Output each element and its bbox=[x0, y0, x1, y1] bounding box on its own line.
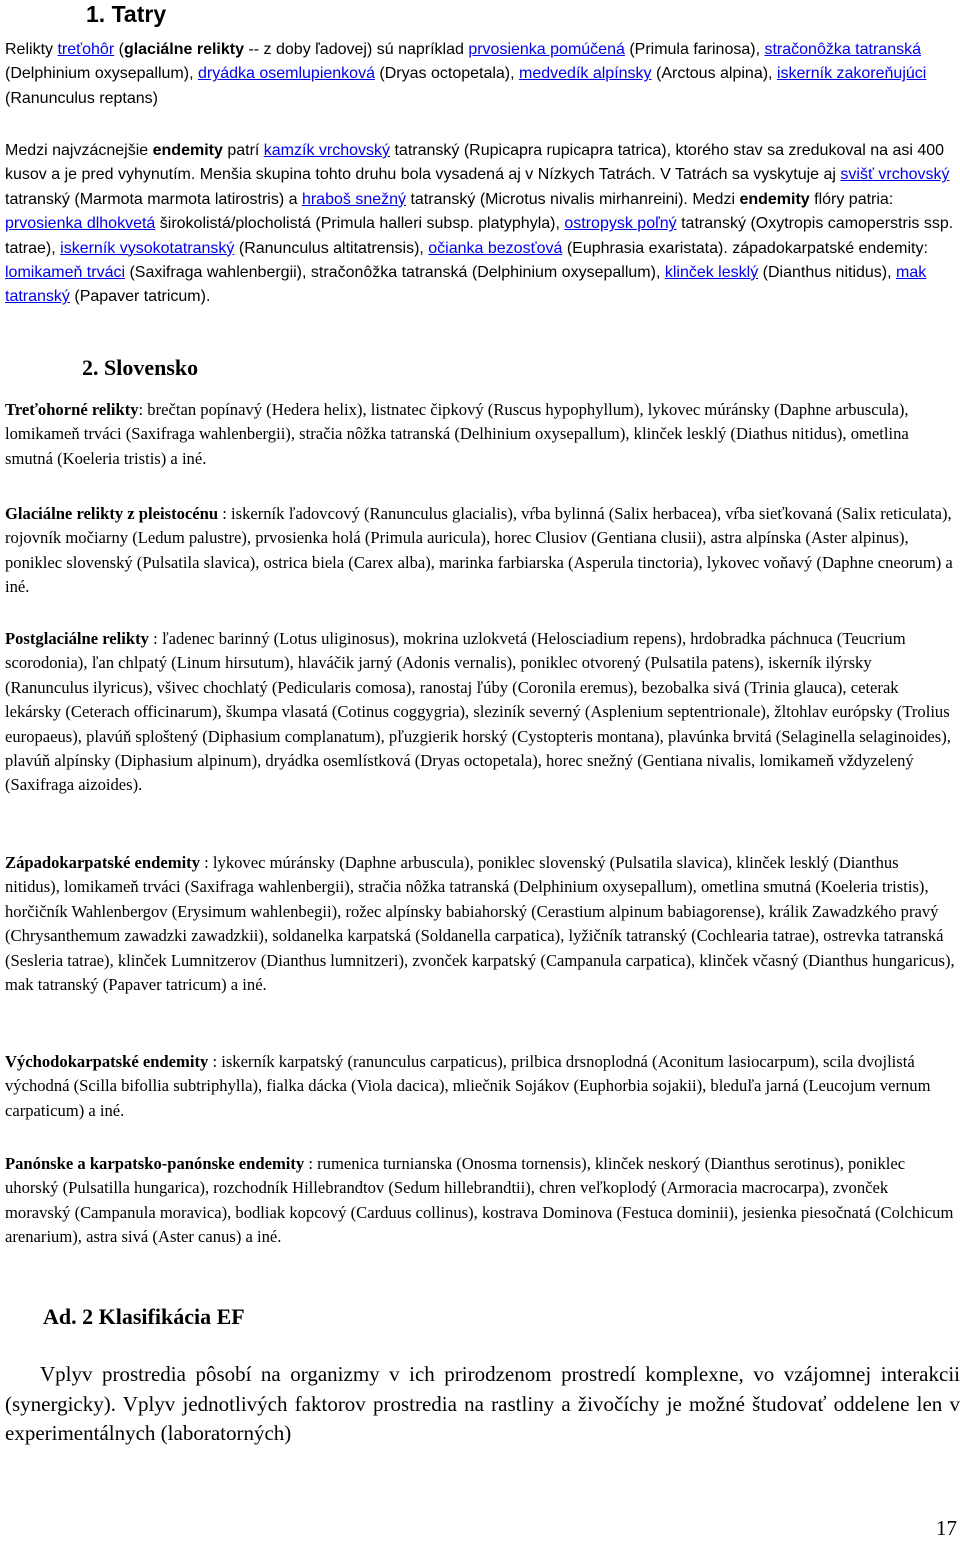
link-dryadka[interactable]: dryádka osemlupienková bbox=[197, 65, 375, 83]
link-prvosienka-dlhokveta[interactable]: prvosienka dlhokvetá bbox=[5, 215, 156, 233]
link-lomikamen[interactable]: lomikameň trváci bbox=[5, 264, 126, 282]
paragraph-vplyv-prostredia: Vplyv prostredia pôsobí na organizmy v ich prirodzenom prostredí komplexne, vo vzájomnej interakcii (synergicky). Vplyv jednotlivých faktorov prostredia na rastliny a živočíchy je možné študovať oddelene len v experimentálnych (laboratorných) bbox=[5, 1362, 960, 1445]
paragraph-tretohorne-relikty: Treťohorné relikty: brečtan popínavý (Hedera helix), listnatec čipkový (Ruscus hypophyllum), lykovec múránsky (Daphne arbuscula), lomikameň trváci (Saxifraga wahlenbergii), stračia nôžka tatranská (Delhinium oxysepallum), klinček lesklý (Diathus nitidus), ometlina smutná (Koeleria tristis) a iné. bbox=[5, 400, 909, 468]
paragraph-relikty: Relikty treťohôr (glaciálne relikty -- z doby ľadovej) sú napríklad prvosienka pomúčená (Primula farinosa), stračonôžka tatranská (Delphinium oxysepallum), dryádka osemlupienková (Dryas octopetala), medvedík alpínsky (Arctous alpina), iskerník zakoreňujúci (Ranunculus reptans) bbox=[5, 41, 927, 107]
bold-glacialne-relikty: glaciálne relikty bbox=[123, 41, 244, 58]
link-medvedik[interactable]: medvedík alpínsky bbox=[519, 65, 652, 83]
link-hrabos[interactable]: hraboš snežný bbox=[301, 190, 407, 208]
link-prvosienka-pomucena[interactable]: prvosienka pomúčená bbox=[468, 41, 625, 58]
paragraph-zapadokarpatske-endemity: Západokarpatské endemity : lykovec múránsky (Daphne arbuscula), poniklec slovenský (Pulsatila slavica), klinček lesklý (Dianthus nitidus), lomikameň trváci (Saxifraga wahlenbergii), stračia nôžka tatranská (Delphinium oxysepallum), ometlina smutná (Koeleria tristis), horčičník Wahlenbergov (Erysimum wahlenbegii), rožec alpínsky babiahorský (Cerastium alpinum babiagorense), králik Zawadzkého pravý (Chrysanthemum zawadzki zawadzkii), soldanelka karpatská (Soldanella carpatica), lyžičník tatranský (Cochlearia tatrae), ostrevka tatranská (Sesleria tatrae), klinček Lumnitzerov (Dianthus lumnitzeri), zvonček karpatský (Campanula carpatica), klinček včasný (Dianthus hungaricus), mak tatranský (Papaver tatricum) a iné. bbox=[5, 853, 955, 995]
paragraph-endemity-tatry: Medzi najvzácnejšie endemity patrí kamzík vrchovský tatranský (Rupicapra rupicapra tatrica), ktorého stav sa zredukoval na asi 400 kusov a je pred vyhynutím. Menšia skupina tohto druhu bola vysadená aj v Nízkych Tatrách. V Tatrách sa vyskytuje aj svišť vrchovský tatranský (Marmota marmota latirostris) a hraboš snežný tatranský (Microtus nivalis mirhanreini). Medzi endemity flóry patria: prvosienka dlhokvetá širokolistá/plocholistá (Primula halleri subsp. platyphyla), ostropysk poľný tatranský (Oxytropis camoperstris ssp. tatrae), iskerník vysokotatranský (Ranunculus altitatrensis), očianka bezosťová (Euphrasia exaristata). západokarpatské endemity: lomikameň trváci (Saxifraga wahlenbergii), stračonôžka tatranská (Delphinium oxysepallum), klinček lesklý (Dianthus nitidus), mak tatranský (Papaver tatricum). bbox=[5, 142, 954, 306]
paragraph-glacialne-relikty: Glaciálne relikty z pleistocénu : iskerník ľadovcový (Ranunculus glacialis), vŕba bylinná (Salix herbacea), vŕba sieťkovaná (Salix reticulata), rojovník močiarny (Ledum palustre), prvosienka holá (Primula auricula), horec Clusiov (Gentiana clusii), astra alpínska (Aster alpinus), poniklec slovenský (Pulsatila slavica), ostrica biela (Carex alba), marinka farbiarska (Asperula tinctoria), lykovec voňavý (Daphne cneorum) a iné. bbox=[5, 504, 953, 597]
section-heading-slovensko: 2. Slovensko bbox=[82, 355, 199, 380]
paragraph-postglacialne-relikty: Postglaciálne relikty : ľadenec barinný (Lotus uliginosus), mokrina uzlokvetá (Helosciadium repens), hrdobradka páchnuca (Teucrium scorodonia), ľan chlpatý (Linum hirsutum), hlaváčik jarný (Adonis vernalis), poniklec otvorený (Pulsatila patens), iskerník ilýrsky (Ranunculus ilyricus), všivec chochlatý (Pedicularis comosa), ranostaj ľúby (Coronila eremus), bezobalka sivá (Trinia glauca), ceterak lekársky (Ceterach officinarum), škumpa vlasatá (Cotinus coggygria), sleziník severný (Asplenium septentrionale), žltohlav európsky (Trolius europaeus), plavúň sploštený (Diphasium complanatum), pľuzgierik horský (Cystopteris montana), plavúnka brvitá (Selaginella selaginoides), plavúň alpínsky (Diphasium alpinum), dryádka osemlístková (Dryas octopetala), horec snežný (Gentiana nivalis, lomikameň vždyzelený (Saxifraga aizoides). bbox=[5, 629, 951, 795]
paragraph-panonske-endemity: Panónske a karpatsko-panónske endemity : rumenica turnianska (Onosma tornensis), klinček neskorý (Dianthus serotinus), poniklec uhorský (Pulsatilla hungarica), rozchodník Hillebrandtov (Sedum hillebrandtii), chren veľkoplodý (Armoracia macrocarpa), zvonček moravský (Campanula moravica), bodliak kopcový (Carduus collinus), kostrava Dominova (Festuca dominii), jesienka piesočnatá (Colchicum arenarium), astra sivá (Aster canus) a iné. bbox=[5, 1154, 954, 1247]
section-heading-klasifikacia: Ad. 2 Klasifikácia EF bbox=[43, 1304, 245, 1329]
page-number: 17 bbox=[936, 1516, 957, 1540]
link-svist[interactable]: svišť vrchovský bbox=[840, 166, 950, 184]
link-tretohor[interactable]: treťohôr bbox=[57, 41, 115, 58]
link-kamzik[interactable]: kamzík vrchovský bbox=[263, 142, 391, 159]
section-heading-tatry: 1. Tatry bbox=[86, 1, 167, 27]
link-straconozka-tatranska[interactable]: stračonôžka tatranská bbox=[764, 41, 921, 58]
paragraph-vychodokarpatske-endemity: Východokarpatské endemity : iskerník karpatský (ranunculus carpaticus), prilbica drsnoplodná (Aconitum lasiocarpum), scila dvojlistá východná (Scilla bifollia subtriphylla), fialka dácka (Viola dacica), mliečnik Sojákov (Euphorbia sojakii), bleduľa jarná (Leucojum vernum carpaticum) a iné. bbox=[5, 1052, 931, 1120]
link-mak[interactable]: mak tatranský bbox=[5, 264, 927, 306]
link-klincek[interactable]: klinček lesklý bbox=[664, 264, 759, 282]
link-iskernik-vysokotatransky[interactable]: iskerník vysokotatranský bbox=[60, 239, 235, 257]
link-ocianka[interactable]: očianka bezosťová bbox=[428, 239, 563, 257]
link-iskernik-zakorenujuci[interactable]: iskerník zakoreňujúci bbox=[776, 65, 927, 83]
link-ostropysk[interactable]: ostropysk poľný bbox=[564, 215, 677, 233]
